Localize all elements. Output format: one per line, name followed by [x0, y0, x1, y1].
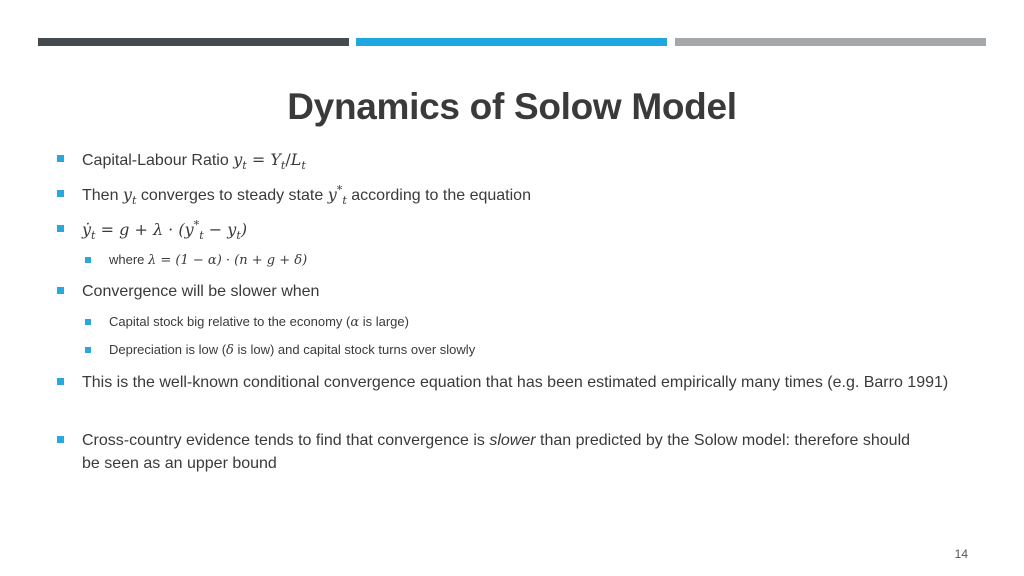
formula: λ = (1 − α) · (n + g + δ) — [148, 253, 308, 268]
bullet-text: Capital stock big relative to the economy ( — [109, 314, 351, 329]
square-bullet-icon — [57, 190, 64, 197]
square-bullet-icon — [85, 347, 91, 353]
bullet-text: Capital-Labour Ratio — [82, 152, 234, 169]
square-bullet-icon — [57, 378, 64, 385]
square-bullet-icon — [85, 319, 91, 325]
list-item — [82, 280, 972, 303]
formula: $y_t$ — [122, 185, 137, 208]
list-item: Depreciation is low (δ is low) and capital stock turns over slowly — [109, 340, 969, 361]
list-item: Cross-country evidence tends to find that convergence is slower than predicted by the Solow model: therefore should be seen as an upper bound — [82, 429, 932, 475]
formula: $y^*_t$ — [327, 183, 347, 208]
bullet-text: Convergence will be slower when — [82, 283, 320, 300]
square-bullet-icon — [57, 436, 64, 443]
slide-number: 14 — [954, 547, 968, 561]
bullet-text: Depreciation is low ( — [109, 342, 227, 357]
formula: δ — [226, 343, 234, 358]
header-bar-dark — [38, 38, 349, 46]
bullet-text: This is the well-known conditional convergence equation that has been estimated empirically many times (e.g. Barro 1991) — [82, 374, 949, 391]
formula: α — [350, 315, 360, 330]
formula: $y_t = Y_t/L_t$ — [233, 150, 306, 173]
square-bullet-icon — [85, 257, 91, 263]
list-item — [109, 250, 969, 271]
formula: ẏ$_t$ = $g + \lambda \cdot (y^*_t - y_t)$ — [82, 218, 248, 243]
bullet-text: where — [109, 252, 149, 267]
list-item — [82, 371, 972, 394]
bullet-text: Cross-country evidence tends to find that convergence is — [82, 432, 490, 449]
square-bullet-icon — [57, 287, 64, 294]
list-item: Then $y_t$ converges to steady state $y^*_t$ according to the equation — [82, 183, 972, 207]
bullet-text: Then — [82, 187, 123, 204]
header-bar-blue — [356, 38, 667, 46]
square-bullet-icon — [57, 155, 64, 162]
emphasis-text: slower — [489, 432, 536, 449]
page-title: Dynamics of Solow Model — [287, 86, 737, 127]
header-bar-gray — [675, 38, 986, 46]
square-bullet-icon — [57, 225, 64, 232]
list-item: Capital stock big relative to the economy (α is large) — [109, 312, 969, 333]
list-item — [82, 218, 972, 242]
list-item — [82, 148, 972, 172]
